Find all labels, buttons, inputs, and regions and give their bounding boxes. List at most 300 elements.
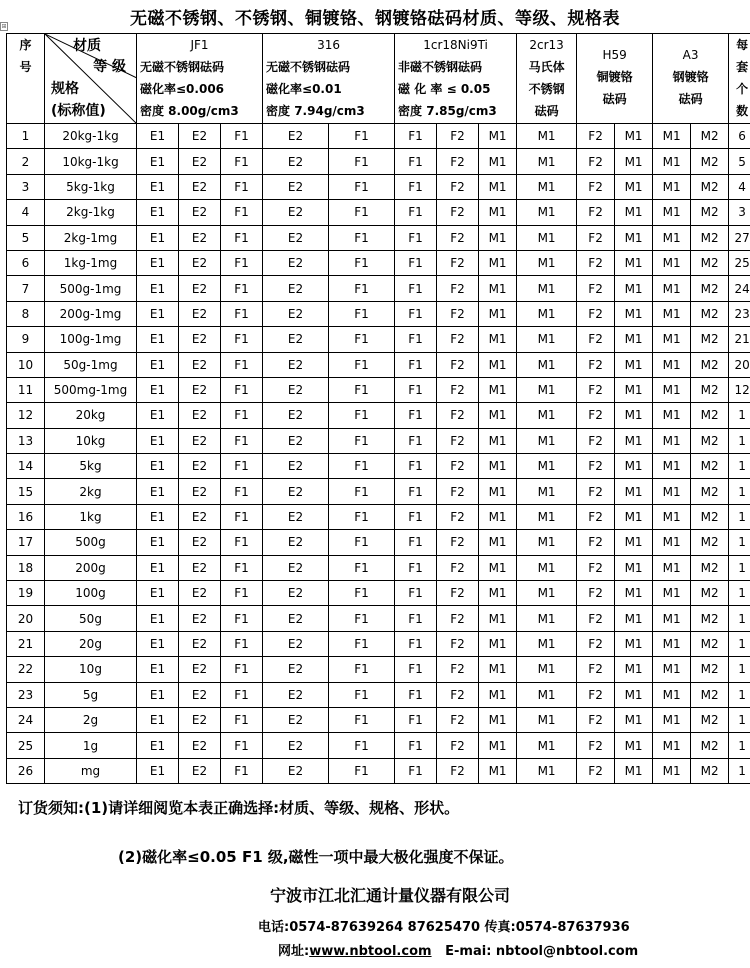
grade-cell: M1 <box>653 200 691 225</box>
grade-cell: M1 <box>653 581 691 606</box>
row-spec: 500g-1mg <box>45 276 137 301</box>
grade-cell: F2 <box>437 124 479 149</box>
row-spec: 50g <box>45 606 137 631</box>
grade-cell: F2 <box>577 606 615 631</box>
grade-cell: F1 <box>329 352 395 377</box>
grade-cell: E1 <box>137 200 179 225</box>
grade-cell: M1 <box>653 504 691 529</box>
row-set-count: 1 <box>729 479 750 504</box>
table-row <box>7 504 750 529</box>
grade-cell: F1 <box>221 758 263 783</box>
row-number: 4 <box>7 200 45 225</box>
grade-cell: F1 <box>395 555 437 580</box>
grade-cell: M1 <box>615 530 653 555</box>
grade-cell: E2 <box>263 250 329 275</box>
table-row <box>7 733 750 758</box>
grade-cell: M2 <box>691 250 729 275</box>
grade-cell: E2 <box>179 682 221 707</box>
table-row <box>7 225 750 250</box>
table-row <box>7 581 750 606</box>
grade-cell: M1 <box>615 200 653 225</box>
grade-cell: M2 <box>691 301 729 326</box>
grade-cell: M2 <box>691 428 729 453</box>
website-link[interactable]: www.nbtool.com <box>309 944 432 959</box>
grade-cell: F2 <box>437 301 479 326</box>
grade-cell: F2 <box>437 174 479 199</box>
grade-cell: M1 <box>517 657 577 682</box>
table-row <box>7 479 750 504</box>
grade-cell: E2 <box>263 657 329 682</box>
table-anchor-icon: ⊞ <box>1 23 7 30</box>
grade-cell: M1 <box>517 250 577 275</box>
grade-cell: F2 <box>577 352 615 377</box>
grade-cell: E2 <box>263 225 329 250</box>
grade-cell: F1 <box>221 301 263 326</box>
table-row <box>7 200 750 225</box>
row-number: 1 <box>7 124 45 149</box>
grade-cell: E2 <box>179 428 221 453</box>
grade-cell: M1 <box>615 682 653 707</box>
row-spec: 5kg <box>45 454 137 479</box>
grade-cell: F1 <box>221 352 263 377</box>
grade-cell: M2 <box>691 631 729 656</box>
row-set-count: 1 <box>729 733 750 758</box>
grade-cell: E2 <box>179 530 221 555</box>
grade-cell: F2 <box>437 327 479 352</box>
grade-cell: M1 <box>479 124 517 149</box>
grade-cell: E1 <box>137 276 179 301</box>
group-jf1-line1: 无磁不锈钢砝码 <box>140 60 225 74</box>
grade-cell: F2 <box>577 555 615 580</box>
grade-cell: M1 <box>615 124 653 149</box>
grade-cell: F1 <box>395 606 437 631</box>
group-2cr13-header <box>517 34 577 124</box>
row-spec: 20kg-1kg <box>45 124 137 149</box>
grade-cell: M2 <box>691 733 729 758</box>
grade-cell: F2 <box>437 479 479 504</box>
grade-cell: F2 <box>437 250 479 275</box>
grade-cell: M1 <box>479 657 517 682</box>
grade-cell: F2 <box>437 225 479 250</box>
grade-cell: M1 <box>517 758 577 783</box>
grade-cell: F1 <box>329 428 395 453</box>
grade-cell: F1 <box>395 377 437 402</box>
grade-cell: M1 <box>517 149 577 174</box>
grade-cell: F1 <box>329 758 395 783</box>
grade-cell: F2 <box>437 707 479 732</box>
grade-cell: M1 <box>653 428 691 453</box>
grade-cell: F2 <box>437 733 479 758</box>
table-body <box>7 124 750 784</box>
order-note-1: 订货须知:(1)请详细阅览本表正确选择:材质、等级、规格、形状。 <box>18 799 460 817</box>
grade-cell: M1 <box>479 225 517 250</box>
grade-cell: F2 <box>437 149 479 174</box>
grade-cell: F1 <box>221 707 263 732</box>
grade-cell: M2 <box>691 174 729 199</box>
row-set-count: 12 <box>729 377 750 402</box>
grade-cell: M1 <box>479 250 517 275</box>
row-number: 19 <box>7 581 45 606</box>
row-spec: 100g-1mg <box>45 327 137 352</box>
grade-cell: F1 <box>329 377 395 402</box>
grade-cell: E1 <box>137 327 179 352</box>
grade-cell: E2 <box>263 631 329 656</box>
grade-cell: F1 <box>395 581 437 606</box>
grade-cell: M1 <box>615 606 653 631</box>
grade-cell: F2 <box>577 682 615 707</box>
grade-cell: E2 <box>179 657 221 682</box>
grade-cell: M1 <box>479 555 517 580</box>
grade-cell: M2 <box>691 555 729 580</box>
grade-cell: F2 <box>577 276 615 301</box>
grade-cell: E1 <box>137 606 179 631</box>
grade-cell: F1 <box>395 631 437 656</box>
grade-cell: F1 <box>329 403 395 428</box>
grade-cell: F2 <box>577 174 615 199</box>
grade-cell: F2 <box>577 707 615 732</box>
group-316-line3: 密度 7.94g/cm3 <box>266 104 365 118</box>
grade-cell: M1 <box>615 377 653 402</box>
grade-cell: M1 <box>653 327 691 352</box>
diag-grade-label: 等 级 <box>93 59 126 75</box>
grade-cell: M1 <box>479 682 517 707</box>
grade-cell: E2 <box>263 149 329 174</box>
grade-cell: F2 <box>577 530 615 555</box>
grade-cell: F2 <box>577 301 615 326</box>
grade-cell: M1 <box>479 733 517 758</box>
grade-cell: F2 <box>577 403 615 428</box>
grade-cell: E2 <box>179 276 221 301</box>
grade-cell: E2 <box>263 707 329 732</box>
row-spec: 2g <box>45 707 137 732</box>
grade-cell: M1 <box>653 276 691 301</box>
grade-cell: F1 <box>329 250 395 275</box>
grade-cell: F1 <box>221 124 263 149</box>
grade-cell: F1 <box>221 149 263 174</box>
grade-cell: M1 <box>615 301 653 326</box>
row-number: 13 <box>7 428 45 453</box>
table-row <box>7 657 750 682</box>
table-row <box>7 758 750 783</box>
grade-cell: E2 <box>179 174 221 199</box>
row-set-count: 1 <box>729 581 750 606</box>
row-number: 16 <box>7 504 45 529</box>
grade-cell: F2 <box>437 454 479 479</box>
table-row <box>7 530 750 555</box>
table-row <box>7 276 750 301</box>
grade-cell: M1 <box>479 479 517 504</box>
grade-cell: F1 <box>395 276 437 301</box>
grade-cell: E2 <box>179 631 221 656</box>
grade-cell: M2 <box>691 530 729 555</box>
grade-cell: M1 <box>653 682 691 707</box>
row-set-count: 23 <box>729 301 750 326</box>
grade-cell: E2 <box>263 454 329 479</box>
grade-cell: F2 <box>577 454 615 479</box>
grade-cell: E2 <box>179 504 221 529</box>
row-spec: 1kg <box>45 504 137 529</box>
grade-cell: F2 <box>437 606 479 631</box>
grade-cell: M1 <box>615 327 653 352</box>
grade-cell: M2 <box>691 124 729 149</box>
grade-cell: M1 <box>653 733 691 758</box>
group-jf1-header <box>137 34 263 124</box>
grade-cell: E2 <box>179 733 221 758</box>
table-row <box>7 327 750 352</box>
grade-cell: M1 <box>517 530 577 555</box>
row-number: 9 <box>7 327 45 352</box>
grade-cell: F2 <box>577 124 615 149</box>
seq-char-1: 序 <box>19 38 32 52</box>
grade-cell: F1 <box>329 301 395 326</box>
grade-cell: E1 <box>137 631 179 656</box>
grade-cell: M1 <box>615 758 653 783</box>
grade-cell: F1 <box>395 733 437 758</box>
group-h59-name: H59 <box>602 48 627 62</box>
grade-cell: E1 <box>137 225 179 250</box>
grade-cell: F2 <box>577 631 615 656</box>
grade-cell: F1 <box>221 454 263 479</box>
grade-cell: M1 <box>615 225 653 250</box>
grade-cell: F2 <box>437 758 479 783</box>
grade-cell: F2 <box>437 682 479 707</box>
grade-cell: M1 <box>615 707 653 732</box>
grade-cell: M1 <box>653 707 691 732</box>
grade-cell: M1 <box>517 352 577 377</box>
grade-cell: F1 <box>221 327 263 352</box>
grade-cell: M1 <box>517 200 577 225</box>
grade-cell: E2 <box>179 124 221 149</box>
grade-cell: F2 <box>577 327 615 352</box>
web-contact <box>278 940 638 959</box>
group-a3-name: A3 <box>682 48 699 62</box>
row-spec: 500g <box>45 530 137 555</box>
grade-cell: M1 <box>615 657 653 682</box>
spec-diagonal-header <box>45 34 137 124</box>
seq-header <box>7 34 45 124</box>
grade-cell: F1 <box>221 555 263 580</box>
contact-phone-fax: 电话:0574-87639264 87625470 传真:0574-87637936 <box>258 920 630 935</box>
row-spec: 10g <box>45 657 137 682</box>
grade-cell: M1 <box>517 124 577 149</box>
row-set-count: 1 <box>729 631 750 656</box>
grade-cell: M1 <box>479 200 517 225</box>
grade-cell: M1 <box>653 124 691 149</box>
order-note-2: (2)磁化率≤0.05 F1 级,磁性一项中最大极化强度不保证。 <box>118 848 514 866</box>
grade-cell: M1 <box>479 581 517 606</box>
row-set-count: 1 <box>729 403 750 428</box>
row-set-count: 1 <box>729 454 750 479</box>
grade-cell: M1 <box>653 250 691 275</box>
spec-table <box>6 33 750 784</box>
grade-cell: M1 <box>517 555 577 580</box>
row-set-count: 1 <box>729 428 750 453</box>
group-1cr18-name: 1cr18Ni9Ti <box>423 38 488 52</box>
grade-cell: E1 <box>137 124 179 149</box>
row-spec: 2kg <box>45 479 137 504</box>
grade-cell: E2 <box>263 581 329 606</box>
grade-cell: F1 <box>221 377 263 402</box>
row-spec: 10kg-1kg <box>45 149 137 174</box>
company-name: 宁波市江北汇通计量仪器有限公司 <box>270 886 511 905</box>
row-set-count: 20 <box>729 352 750 377</box>
grade-cell: F2 <box>437 377 479 402</box>
table-row <box>7 631 750 656</box>
grade-cell: E1 <box>137 301 179 326</box>
row-spec: 20kg <box>45 403 137 428</box>
grade-cell: M1 <box>479 428 517 453</box>
grade-cell: E2 <box>263 733 329 758</box>
grade-cell: E1 <box>137 758 179 783</box>
grade-cell: M1 <box>517 631 577 656</box>
set-count-char-4: 数 <box>736 104 749 118</box>
grade-cell: E1 <box>137 377 179 402</box>
row-number: 25 <box>7 733 45 758</box>
grade-cell: M1 <box>615 149 653 174</box>
row-set-count: 1 <box>729 682 750 707</box>
grade-cell: M2 <box>691 581 729 606</box>
grade-cell: M1 <box>479 606 517 631</box>
grade-cell: M1 <box>615 631 653 656</box>
grade-cell: F2 <box>577 504 615 529</box>
grade-cell: F1 <box>221 606 263 631</box>
row-number: 21 <box>7 631 45 656</box>
grade-cell: M2 <box>691 682 729 707</box>
grade-cell: M1 <box>615 504 653 529</box>
grade-cell: M1 <box>479 504 517 529</box>
grade-cell: F1 <box>329 581 395 606</box>
grade-cell: M2 <box>691 200 729 225</box>
group-jf1-name: JF1 <box>190 38 209 52</box>
row-spec: 1kg-1mg <box>45 250 137 275</box>
grade-cell: F1 <box>329 124 395 149</box>
row-spec: 50g-1mg <box>45 352 137 377</box>
grade-cell: F1 <box>329 555 395 580</box>
grade-cell: E2 <box>179 200 221 225</box>
row-set-count: 24 <box>729 276 750 301</box>
email-text: E-mai: nbtool@nbtool.com <box>445 944 639 959</box>
grade-cell: F2 <box>437 631 479 656</box>
row-number: 17 <box>7 530 45 555</box>
row-set-count: 5 <box>729 149 750 174</box>
grade-cell: F2 <box>577 581 615 606</box>
group-a3-line1: 钢镀铬 <box>672 70 709 84</box>
grade-cell: F1 <box>329 200 395 225</box>
grade-cell: E2 <box>179 377 221 402</box>
grade-cell: F2 <box>437 657 479 682</box>
grade-cell: E1 <box>137 428 179 453</box>
grade-cell: F2 <box>577 225 615 250</box>
grade-cell: E2 <box>179 327 221 352</box>
grade-cell: F1 <box>395 707 437 732</box>
grade-cell: E1 <box>137 149 179 174</box>
grade-cell: M2 <box>691 454 729 479</box>
grade-cell: F2 <box>577 250 615 275</box>
grade-cell: M1 <box>653 657 691 682</box>
grade-cell: E1 <box>137 479 179 504</box>
diag-material-label: 材质 <box>73 38 101 54</box>
grade-cell: M1 <box>653 225 691 250</box>
grade-cell: E1 <box>137 174 179 199</box>
diag-nominal-label: (标称值) <box>51 103 106 119</box>
grade-cell: M2 <box>691 403 729 428</box>
grade-cell: E1 <box>137 250 179 275</box>
row-number: 26 <box>7 758 45 783</box>
table-row <box>7 124 750 149</box>
grade-cell: E1 <box>137 454 179 479</box>
grade-cell: M1 <box>479 454 517 479</box>
row-number: 23 <box>7 682 45 707</box>
grade-cell: E2 <box>179 149 221 174</box>
group-h59-line2: 砝码 <box>602 92 627 106</box>
grade-cell: M1 <box>479 352 517 377</box>
grade-cell: M1 <box>517 225 577 250</box>
grade-cell: E2 <box>179 581 221 606</box>
grade-cell: E2 <box>263 301 329 326</box>
grade-cell: F1 <box>221 682 263 707</box>
row-number: 2 <box>7 149 45 174</box>
grade-cell: E2 <box>263 377 329 402</box>
row-set-count: 1 <box>729 758 750 783</box>
grade-cell: M1 <box>615 276 653 301</box>
grade-cell: E2 <box>263 504 329 529</box>
group-316-name: 316 <box>317 38 340 52</box>
grade-cell: F1 <box>221 733 263 758</box>
grade-cell: M1 <box>653 174 691 199</box>
grade-cell: F1 <box>221 200 263 225</box>
grade-cell: E2 <box>263 276 329 301</box>
grade-cell: M1 <box>517 276 577 301</box>
grade-cell: E2 <box>263 682 329 707</box>
table-row <box>7 555 750 580</box>
grade-cell: M1 <box>479 327 517 352</box>
row-number: 12 <box>7 403 45 428</box>
grade-cell: E2 <box>263 428 329 453</box>
grade-cell: F2 <box>577 428 615 453</box>
grade-cell: E2 <box>263 352 329 377</box>
grade-cell: M1 <box>653 606 691 631</box>
grade-cell: M1 <box>479 758 517 783</box>
table-row <box>7 149 750 174</box>
grade-cell: F2 <box>437 530 479 555</box>
grade-cell: F1 <box>329 276 395 301</box>
grade-cell: E2 <box>179 454 221 479</box>
row-number: 15 <box>7 479 45 504</box>
set-count-header <box>729 34 750 124</box>
table-row <box>7 352 750 377</box>
set-count-char-1: 每 <box>736 38 749 52</box>
grade-cell: F1 <box>221 504 263 529</box>
grade-cell: F1 <box>329 682 395 707</box>
grade-cell: F1 <box>395 250 437 275</box>
row-spec: 2kg-1kg <box>45 200 137 225</box>
group-316-header <box>263 34 395 124</box>
grade-cell: E1 <box>137 504 179 529</box>
grade-cell: F1 <box>395 149 437 174</box>
table-row <box>7 428 750 453</box>
grade-cell: M1 <box>517 327 577 352</box>
grade-cell: F2 <box>577 377 615 402</box>
grade-cell: M1 <box>615 174 653 199</box>
grade-cell: M1 <box>479 631 517 656</box>
row-spec: 5kg-1kg <box>45 174 137 199</box>
grade-cell: F2 <box>577 479 615 504</box>
grade-cell: M1 <box>517 504 577 529</box>
grade-cell: E2 <box>263 124 329 149</box>
grade-cell: F2 <box>437 403 479 428</box>
grade-cell: F1 <box>221 428 263 453</box>
grade-cell: M1 <box>653 530 691 555</box>
